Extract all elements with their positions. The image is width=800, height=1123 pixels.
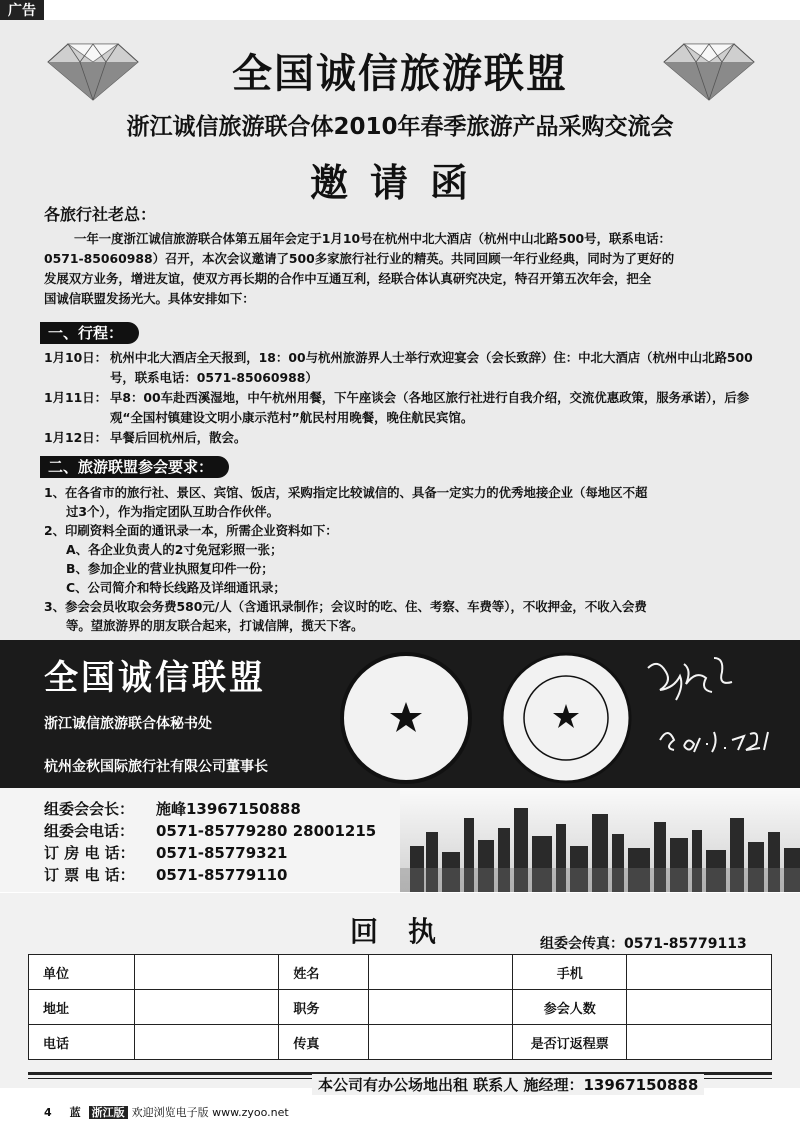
requirement-line: B、参加企业的营业执照复印件一份； bbox=[66, 561, 274, 576]
intro-paragraph bbox=[44, 229, 764, 309]
page-footer bbox=[44, 1104, 289, 1120]
table-row bbox=[29, 990, 772, 1025]
contact-label: 订 房 电 话： bbox=[44, 844, 135, 862]
field-label-return-ticket: 是否订返程票 bbox=[513, 1025, 627, 1060]
requirement-line: 1、在各省市的旅行社、景区、宾馆、饭店，采购指定比较诚信的、具备一定实力的优秀地接企业（每地区不超 bbox=[44, 485, 648, 500]
field-label-phone: 电话 bbox=[29, 1025, 135, 1060]
field-input-fax[interactable] bbox=[368, 1025, 513, 1060]
field-input-return-ticket[interactable] bbox=[627, 1025, 772, 1060]
organizer-secretariat: 浙江诚信旅游联合体秘书处 bbox=[44, 716, 212, 732]
requirement-line: 3、参会会员收取会务费580元/人（含通讯录制作；会议时的吃、住、考察、车费等），不收押金，不收入会费 bbox=[44, 599, 647, 614]
requirement-line: C、公司简介和特长线路及详细通讯录； bbox=[66, 580, 286, 595]
table-row bbox=[29, 1025, 772, 1060]
section-heading-requirements: 二、旅游联盟参会要求： bbox=[40, 456, 229, 478]
field-input-phone[interactable] bbox=[134, 1025, 279, 1060]
field-input-unit[interactable] bbox=[134, 955, 279, 990]
receipt-table bbox=[28, 954, 772, 1060]
contact-ticket-booking bbox=[44, 864, 287, 885]
office-rent-notice: 本公司有办公场地出租 联系人 施经理：13967150888 bbox=[312, 1074, 704, 1095]
contact-value: 0571-85779280 28001215 bbox=[156, 822, 377, 840]
invitation-heading: 邀请函 bbox=[309, 161, 490, 205]
event-subtitle: 浙江诚信旅游联合体2010年春季旅游产品采购交流会 bbox=[126, 114, 674, 140]
contact-value: 0571-85779321 bbox=[156, 844, 288, 862]
contact-value: 施峰13967150888 bbox=[156, 800, 301, 818]
table-row bbox=[29, 955, 772, 990]
field-input-position[interactable] bbox=[368, 990, 513, 1025]
contact-room-booking bbox=[44, 842, 287, 863]
intro-line: 0571-85060988）召开，本次会议邀请了500多家旅行社行业的精英。共同回顾一年行业经典，同时为了更好的 bbox=[44, 251, 675, 266]
receipt-fax: 组委会传真：0571-85779113 bbox=[540, 936, 747, 952]
footer-website: 欢迎浏览电子版 www.zyoo.net bbox=[131, 1106, 289, 1119]
organizer-chairman: 杭州金秋国际旅行社有限公司董事长 bbox=[44, 759, 268, 775]
schedule-text: 早餐后回杭州后，散会。 bbox=[110, 430, 247, 445]
handwritten-signature bbox=[640, 648, 790, 758]
contact-president bbox=[44, 798, 301, 819]
requirement-line: 过3个），作为指定团队互助合作伙伴。 bbox=[66, 504, 280, 519]
secretariat-seal bbox=[338, 650, 474, 786]
field-label-address: 地址 bbox=[29, 990, 135, 1025]
field-label-unit: 单位 bbox=[29, 955, 135, 990]
edition-color: 蓝 bbox=[69, 1106, 81, 1119]
contact-value: 0571-85779110 bbox=[156, 866, 288, 884]
ad-tag: 广告 bbox=[0, 0, 44, 22]
page-number: 4 bbox=[44, 1106, 52, 1119]
field-input-address[interactable] bbox=[134, 990, 279, 1025]
field-label-fax: 传真 bbox=[279, 1025, 368, 1060]
schedule-text: 早8：00车赴西溪湿地，中午杭州用餐，下午座谈会（各地区旅行社进行自我介绍，交流优惠政策，服务承诺），后参观“全国村镇建设文明小康示范村”航民村用晚餐，晚住航民宾馆。 bbox=[110, 390, 750, 425]
schedule-date: 1月12日： bbox=[44, 430, 108, 445]
contact-label: 订 票 电 话： bbox=[44, 866, 135, 884]
greeting: 各旅行社老总： bbox=[44, 205, 157, 224]
field-input-mobile[interactable] bbox=[627, 955, 772, 990]
field-input-name[interactable] bbox=[368, 955, 513, 990]
field-label-name: 姓名 bbox=[279, 955, 368, 990]
schedule-item bbox=[44, 388, 764, 428]
requirement-line: 2、印刷资料全面的通讯录一本，所需企业资料如下： bbox=[44, 523, 338, 538]
intro-line: 国诚信联盟发扬光大。具体安排如下： bbox=[44, 291, 255, 306]
schedule-item bbox=[44, 428, 764, 448]
intro-line: 一年一度浙江诚信旅游联合体第五届年会定于1月10号在杭州中北大酒店（杭州中山北路500号，联系电话： bbox=[74, 231, 671, 246]
section-heading-schedule: 一、行程： bbox=[40, 322, 139, 344]
schedule-date: 1月10日： bbox=[44, 350, 108, 365]
field-label-attendees: 参会人数 bbox=[513, 990, 627, 1025]
field-label-mobile: 手机 bbox=[513, 955, 627, 990]
requirement-line: A、各企业负责人的2寸免冠彩照一张； bbox=[66, 542, 283, 557]
schedule-text: 杭州中北大酒店全天报到，18：00与杭州旅游界人士举行欢迎宴会（会长致辞）住：中北大酒店（杭州中山北路500号，联系电话：0571-85060988） bbox=[110, 350, 753, 385]
company-seal bbox=[498, 650, 634, 786]
edition-tag: 浙江版 bbox=[89, 1106, 128, 1119]
city-skyline-image bbox=[400, 788, 800, 892]
page-title: 全国诚信旅游联盟 bbox=[232, 51, 568, 97]
intro-line: 发展双方业务，增进友谊，使双方再长期的合作中互通互利，经联合体认真研究决定，特召开第五次年会，把全 bbox=[44, 271, 652, 286]
contact-label: 组委会电话： bbox=[44, 822, 135, 840]
alliance-name: 全国诚信联盟 bbox=[44, 658, 266, 698]
field-label-position: 职务 bbox=[279, 990, 368, 1025]
requirement-line: 等。望旅游界的朋友联合起来，打诚信牌，揽天下客。 bbox=[66, 618, 364, 633]
receipt-title: 回执 bbox=[350, 915, 467, 948]
contact-label: 组委会会长： bbox=[44, 800, 135, 818]
contact-phone bbox=[44, 820, 376, 841]
schedule-date: 1月11日： bbox=[44, 390, 108, 405]
schedule-item bbox=[44, 348, 764, 388]
field-input-attendees[interactable] bbox=[627, 990, 772, 1025]
